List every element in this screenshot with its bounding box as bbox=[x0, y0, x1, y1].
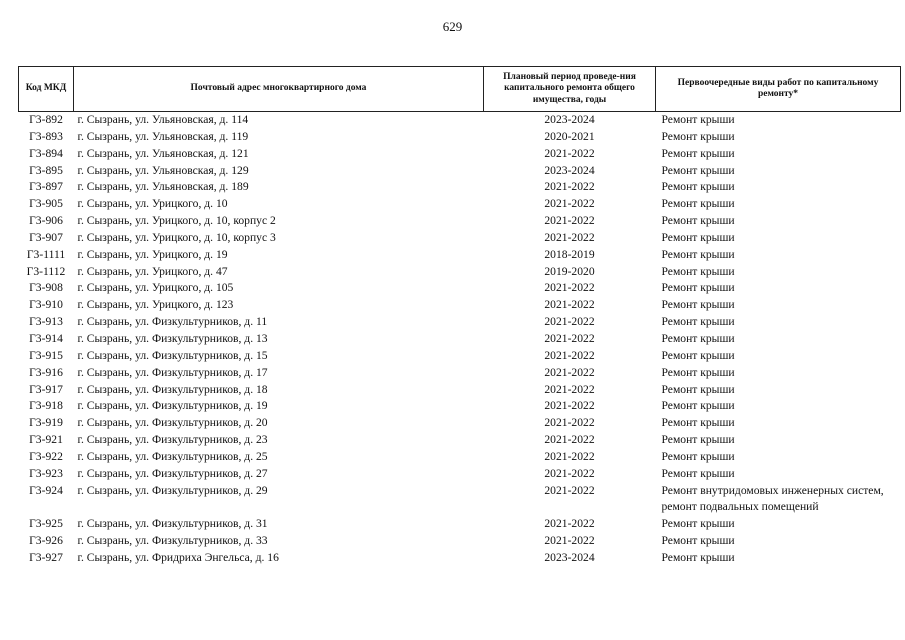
table-row bbox=[19, 550, 901, 567]
row-period: 2021-2022 bbox=[544, 382, 595, 396]
row-address: г. Сызрань, ул. Ульяновская, д. 189 bbox=[77, 180, 249, 194]
row-code: Г3-894 bbox=[29, 146, 63, 160]
table-row bbox=[19, 432, 901, 449]
row-code: Г3-914 bbox=[29, 331, 63, 345]
table-row bbox=[19, 516, 901, 533]
row-works: Ремонт крыши bbox=[661, 163, 735, 177]
table-row bbox=[19, 365, 901, 382]
row-works: Ремонт крыши bbox=[661, 247, 735, 261]
row-works: Ремонт крыши bbox=[661, 534, 735, 548]
row-code: Г3-919 bbox=[29, 416, 63, 430]
table-row bbox=[19, 533, 901, 550]
row-period: 2021-2022 bbox=[544, 433, 595, 447]
row-works: Ремонт крыши bbox=[661, 197, 735, 211]
row-works: Ремонт крыши bbox=[661, 214, 735, 228]
row-period: 2021-2022 bbox=[544, 315, 595, 329]
capital-repair-table bbox=[18, 66, 901, 567]
table-row bbox=[19, 247, 901, 264]
table-row bbox=[19, 213, 901, 230]
row-works: Ремонт крыши bbox=[661, 129, 735, 143]
table-body bbox=[19, 112, 901, 567]
header-code: Код МКД bbox=[19, 67, 74, 112]
row-period: 2021-2022 bbox=[544, 331, 595, 345]
row-period: 2021-2022 bbox=[544, 230, 595, 244]
row-code: Г3-893 bbox=[29, 129, 63, 143]
row-period: 2021-2022 bbox=[544, 214, 595, 228]
row-code: Г3-924 bbox=[29, 483, 63, 497]
row-code: Г3-915 bbox=[29, 348, 63, 362]
row-code: Г3-916 bbox=[29, 365, 63, 379]
row-period: 2019-2020 bbox=[544, 264, 595, 278]
row-address: г. Сызрань, ул. Ульяновская, д. 121 bbox=[77, 146, 249, 160]
row-code: Г3-913 bbox=[29, 315, 63, 329]
row-period: 2023-2024 bbox=[544, 550, 595, 564]
row-works: Ремонт крыши bbox=[661, 146, 735, 160]
row-works: Ремонт крыши bbox=[661, 399, 735, 413]
row-address: г. Сызрань, ул. Урицкого, д. 19 bbox=[77, 247, 228, 261]
row-code: Г3-921 bbox=[29, 433, 63, 447]
row-code: Г3-926 bbox=[29, 534, 63, 548]
row-period: 2021-2022 bbox=[544, 298, 595, 312]
row-period: 2023-2024 bbox=[544, 163, 595, 177]
row-works: Ремонт крыши bbox=[661, 113, 735, 126]
row-works: Ремонт крыши bbox=[661, 331, 735, 345]
row-works: Ремонт внутридомовых инженерных систем, ремонт подвальных помещений bbox=[661, 483, 884, 514]
row-address: г. Сызрань, ул. Физкультурников, д. 15 bbox=[77, 348, 268, 362]
row-code: Г3-923 bbox=[29, 466, 63, 480]
row-code: Г3-905 bbox=[29, 197, 63, 211]
row-address: г. Сызрань, ул. Ульяновская, д. 114 bbox=[77, 113, 249, 126]
row-works: Ремонт крыши bbox=[661, 550, 735, 564]
row-address: г. Сызрань, ул. Физкультурников, д. 19 bbox=[77, 399, 268, 413]
table-header bbox=[19, 67, 901, 112]
row-works: Ремонт крыши bbox=[661, 180, 735, 194]
table-row bbox=[19, 314, 901, 331]
table-row bbox=[19, 129, 901, 146]
row-period: 2021-2022 bbox=[544, 416, 595, 430]
row-period: 2018-2019 bbox=[544, 247, 595, 261]
table-row bbox=[19, 415, 901, 432]
row-works: Ремонт крыши bbox=[661, 449, 735, 463]
row-code: Г3-910 bbox=[29, 298, 63, 312]
table-row bbox=[19, 398, 901, 415]
header-works: Первоочередные виды работ по капитальному ремонту* bbox=[656, 67, 901, 112]
row-works: Ремонт крыши bbox=[661, 466, 735, 480]
row-period: 2021-2022 bbox=[544, 348, 595, 362]
header-address: Почтовый адрес многоквартирного дома bbox=[74, 67, 484, 112]
row-works: Ремонт крыши bbox=[661, 348, 735, 362]
row-address: г. Сызрань, ул. Урицкого, д. 10, корпус 3 bbox=[77, 230, 276, 244]
table-row bbox=[19, 466, 901, 483]
row-works: Ремонт крыши bbox=[661, 281, 735, 295]
row-code: Г3-895 bbox=[29, 163, 63, 177]
row-works: Ремонт крыши bbox=[661, 433, 735, 447]
table-row bbox=[19, 297, 901, 314]
row-code: Г3-927 bbox=[29, 550, 63, 564]
row-period: 2021-2022 bbox=[544, 399, 595, 413]
row-period: 2023-2024 bbox=[544, 113, 595, 126]
table-row bbox=[19, 112, 901, 129]
row-address: г. Сызрань, ул. Ульяновская, д. 119 bbox=[77, 129, 249, 143]
table-row bbox=[19, 331, 901, 348]
row-address: г. Сызрань, ул. Физкультурников, д. 17 bbox=[77, 365, 268, 379]
row-period: 2021-2022 bbox=[544, 146, 595, 160]
table-row bbox=[19, 382, 901, 399]
row-works: Ремонт крыши bbox=[661, 315, 735, 329]
row-code: Г3-906 bbox=[29, 214, 63, 228]
table-row bbox=[19, 230, 901, 247]
row-period: 2021-2022 bbox=[544, 483, 595, 497]
row-period: 2021-2022 bbox=[544, 466, 595, 480]
table-row bbox=[19, 449, 901, 466]
row-address: г. Сызрань, ул. Ульяновская, д. 129 bbox=[77, 163, 249, 177]
row-code: Г3-922 bbox=[29, 449, 63, 463]
row-address: г. Сызрань, ул. Физкультурников, д. 25 bbox=[77, 449, 268, 463]
row-address: г. Сызрань, ул. Урицкого, д. 123 bbox=[77, 298, 234, 312]
row-address: г. Сызрань, ул. Урицкого, д. 47 bbox=[77, 264, 228, 278]
table-row bbox=[19, 179, 901, 196]
row-works: Ремонт крыши bbox=[661, 416, 735, 430]
table-row bbox=[19, 163, 901, 180]
row-works: Ремонт крыши bbox=[661, 264, 735, 278]
row-address: г. Сызрань, ул. Физкультурников, д. 31 bbox=[77, 517, 268, 531]
row-code: Г3-925 bbox=[29, 517, 63, 531]
table-row bbox=[19, 196, 901, 213]
row-address: г. Сызрань, ул. Физкультурников, д. 18 bbox=[77, 382, 268, 396]
row-address: г. Сызрань, ул. Физкультурников, д. 33 bbox=[77, 534, 268, 548]
row-period: 2021-2022 bbox=[544, 449, 595, 463]
row-code: Г3-917 bbox=[29, 382, 63, 396]
header-period: Плановый период проведе-ния капитального ремонта общего имущества, годы bbox=[484, 67, 656, 112]
row-period: 2020-2021 bbox=[544, 129, 595, 143]
row-period: 2021-2022 bbox=[544, 517, 595, 531]
row-code: Г3-907 bbox=[29, 230, 63, 244]
page-number: 629 bbox=[442, 19, 463, 34]
row-code: Г3-918 bbox=[29, 399, 63, 413]
row-works: Ремонт крыши bbox=[661, 382, 735, 396]
row-period: 2021-2022 bbox=[544, 180, 595, 194]
row-address: г. Сызрань, ул. Физкультурников, д. 13 bbox=[77, 331, 268, 345]
row-period: 2021-2022 bbox=[544, 365, 595, 379]
row-works: Ремонт крыши bbox=[661, 365, 735, 379]
row-works: Ремонт крыши bbox=[661, 230, 735, 244]
row-period: 2021-2022 bbox=[544, 197, 595, 211]
row-works: Ремонт крыши bbox=[661, 298, 735, 312]
row-works: Ремонт крыши bbox=[661, 517, 735, 531]
row-address: г. Сызрань, ул. Физкультурников, д. 11 bbox=[77, 315, 268, 329]
table-row bbox=[19, 348, 901, 365]
row-code: Г3-908 bbox=[29, 281, 63, 295]
row-address: г. Сызрань, ул. Фридриха Энгельса, д. 16 bbox=[77, 550, 279, 564]
row-period: 2021-2022 bbox=[544, 534, 595, 548]
row-code: Г3-892 bbox=[29, 113, 63, 126]
table-row bbox=[19, 264, 901, 281]
row-address: г. Сызрань, ул. Урицкого, д. 10 bbox=[77, 197, 228, 211]
row-code: Г3-897 bbox=[29, 180, 63, 194]
row-address: г. Сызрань, ул. Физкультурников, д. 27 bbox=[77, 466, 268, 480]
table-row bbox=[19, 483, 901, 517]
row-address: г. Сызрань, ул. Урицкого, д. 10, корпус 2 bbox=[77, 214, 276, 228]
row-address: г. Сызрань, ул. Физкультурников, д. 20 bbox=[77, 416, 268, 430]
row-address: г. Сызрань, ул. Физкультурников, д. 23 bbox=[77, 433, 268, 447]
row-code: Г3-1111 bbox=[26, 247, 66, 261]
row-period: 2021-2022 bbox=[544, 281, 595, 295]
row-address: г. Сызрань, ул. Физкультурников, д. 29 bbox=[77, 483, 268, 497]
row-address: г. Сызрань, ул. Урицкого, д. 105 bbox=[77, 281, 234, 295]
table-row bbox=[19, 280, 901, 297]
row-code: Г3-1112 bbox=[26, 264, 66, 278]
table-row bbox=[19, 146, 901, 163]
